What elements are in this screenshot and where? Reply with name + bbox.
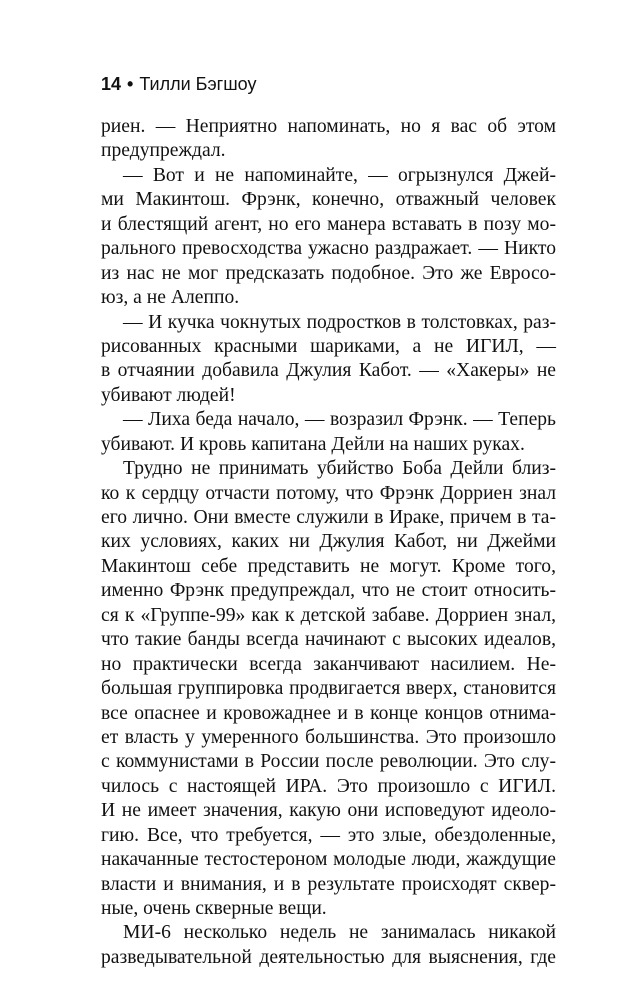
text-line: рисованных красными шариками, а не ИГИЛ, — — [101, 335, 556, 357]
text-line: ми Макинтош. Фрэнк, конечно, отважный человек — [101, 189, 556, 211]
author-name: Тилли Бэгшоу — [139, 74, 257, 94]
text-line: большая группировка продвигается вверх, становится — [101, 678, 556, 700]
text-line: предупреждал. — [101, 140, 226, 162]
text-line: все опаснее и кровожаднее и в конце концов отнима- — [101, 702, 556, 724]
text-line: рального превосходства ужасно раздражает. — Никто — [101, 238, 556, 260]
text-line: именно Фрэнк предупреждал, что не стоит относить- — [101, 580, 556, 602]
text-line: что такие банды всегда начинают с высоких идеалов, — [101, 629, 556, 651]
text-line: — Вот и не напоминайте, — огрызнулся Джей- — [123, 164, 556, 186]
running-header — [101, 74, 256, 95]
text-line: ные, очень скверные вещи. — [101, 898, 327, 919]
text-line: ся к «Группе-99» как к детской забаве. Дорриен знал, — [101, 604, 556, 626]
text-line: с коммунистами в России после революции. Это слу- — [101, 751, 556, 773]
text-line: ких условиях, каких ни Джулия Кабот, ни Джейми — [101, 531, 556, 553]
text-line: ко к сердцу отчасти потому, что Фрэнк Дорриен знал — [101, 482, 556, 504]
text-line: юз, а не Алеппо. — [101, 287, 240, 309]
page-number: 14 — [101, 74, 122, 94]
header-separator: • — [127, 74, 134, 94]
text-line: МИ-6 несколько недель не занималась никакой — [123, 922, 556, 944]
text-line: власти и внимания, и в результате происходят сквер- — [101, 873, 556, 895]
text-line: И не имеет значения, какую они исповедуют идеоло- — [101, 800, 556, 822]
text-line: — Лиха беда начало, — возразил Фрэнк. — Теперь — [123, 409, 556, 431]
text-line: ет власть у умеренного большинства. Это произошло — [101, 726, 556, 748]
text-line: разведывательной деятельностью для выяснения, где — [101, 946, 556, 968]
text-line: убивают людей! — [101, 384, 236, 406]
text-line: чилось с настоящей ИРА. Это произошло с ИГИЛ. — [101, 775, 556, 797]
text-line: — И кучка чокнутых подростков в толстовках, раз- — [123, 311, 556, 333]
text-line: но практически всегда заканчивают насилием. Не- — [101, 653, 556, 675]
text-line: Макинтош себе представить не могут. Кроме того, — [101, 555, 556, 577]
text-line: в отчаянии добавила Джулия Кабот. — «Хакеры» не — [101, 360, 556, 382]
text-line: и блестящий агент, но его манера вставать в позу мо- — [101, 213, 556, 235]
text-line: риен. — Неприятно напоминать, но я вас об этом — [101, 116, 556, 137]
text-line: из нас не мог предсказать подобное. Это же Евросо- — [101, 262, 556, 284]
text-line: убивают. И кровь капитана Дейли на наших руках. — [101, 433, 525, 455]
text-line: накачанные тестостероном молодые люди, жаждущие — [101, 849, 556, 871]
text-line: гию. Все, что требуется, — это злые, обездоленные, — [101, 824, 556, 846]
text-line: Трудно не принимать убийство Боба Дейли близ- — [123, 458, 556, 480]
body-text — [101, 115, 556, 970]
text-line: его лично. Они вместе служили в Ираке, причем в та- — [101, 507, 556, 528]
